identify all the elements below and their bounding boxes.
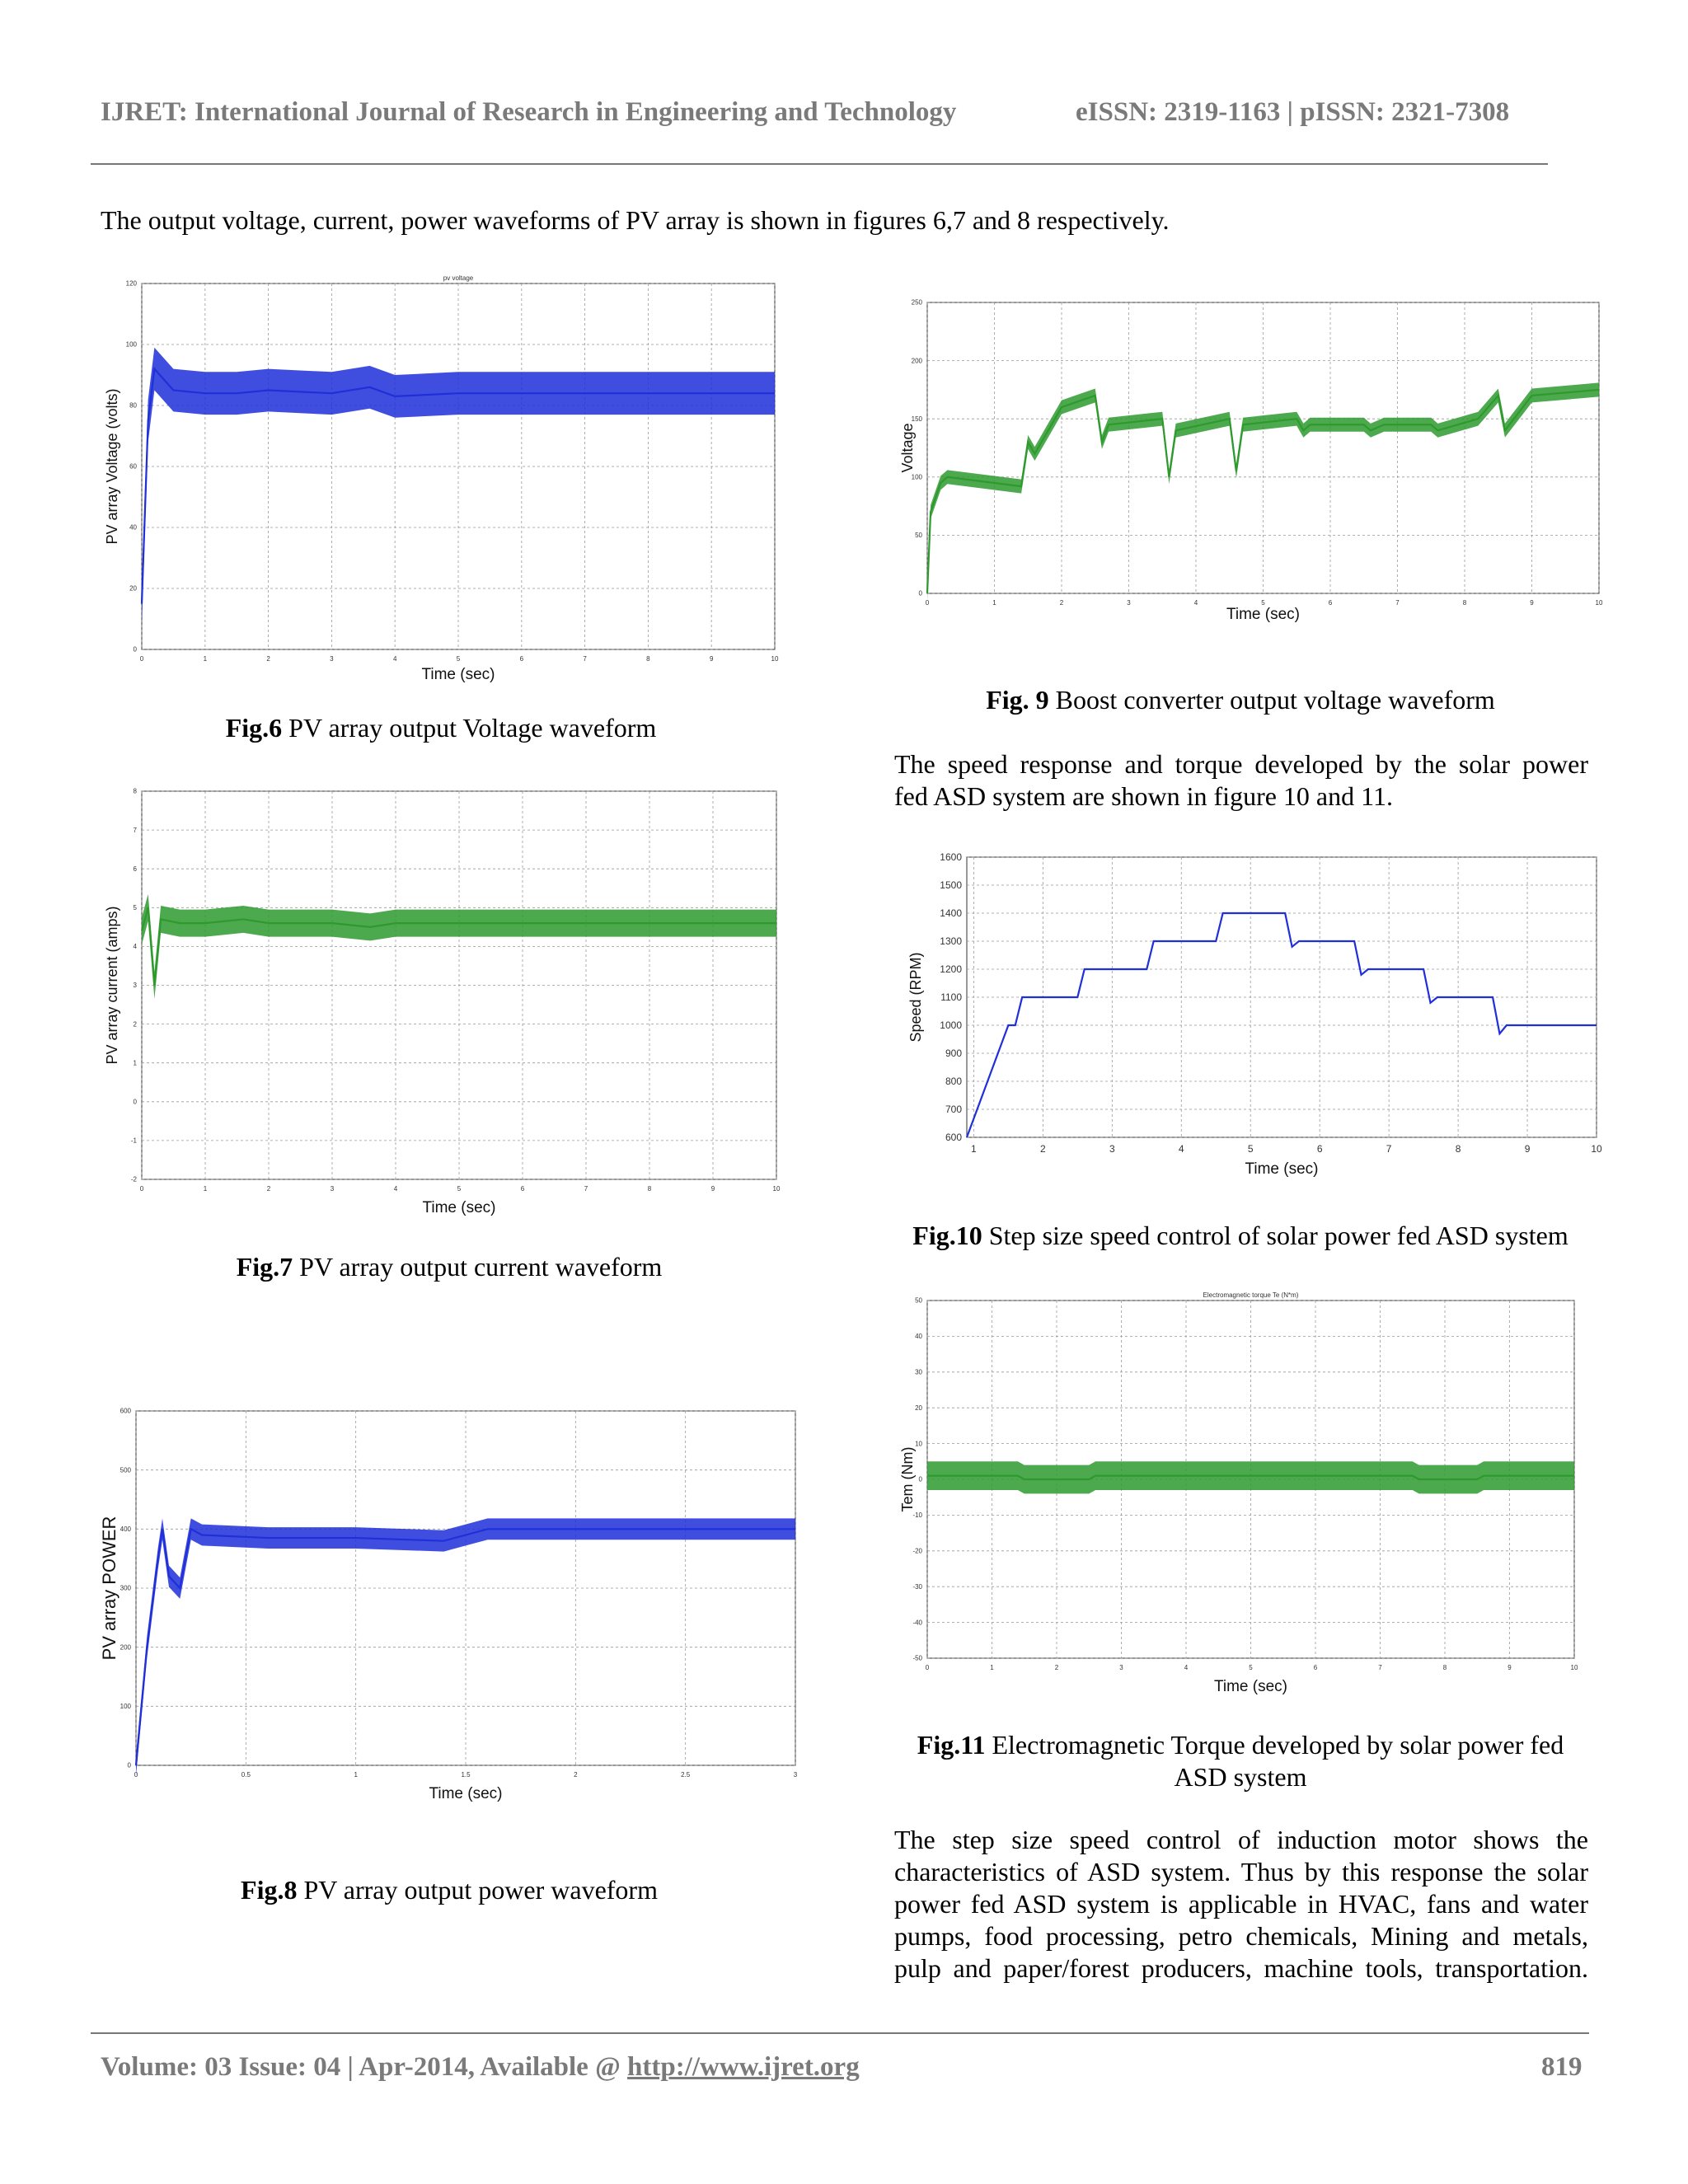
y-tick-label: 700 xyxy=(945,1104,962,1115)
fig9-caption xyxy=(894,684,1587,716)
fig6-text: PV array output Voltage waveform xyxy=(282,713,657,743)
y-tick-label: 0 xyxy=(133,645,137,654)
y-tick-label: 0 xyxy=(133,1098,137,1106)
x-tick-label: 2.5 xyxy=(681,1771,691,1779)
x-axis-label: Time (sec) xyxy=(1213,1678,1288,1695)
fig10-label: Fig.10 xyxy=(912,1221,982,1250)
fig11-chart xyxy=(894,1286,1603,1698)
y-tick-label: 30 xyxy=(915,1368,922,1376)
page-number: 819 xyxy=(1541,2052,1582,2082)
y-tick-label: -30 xyxy=(912,1582,922,1591)
intro-paragraph: The output voltage, current, power waveforms of PV array is shown in figures 6,7 and 8 respectively. xyxy=(101,205,1170,235)
y-tick-label: 0 xyxy=(918,589,922,598)
fig11-caption xyxy=(894,1729,1587,1793)
x-tick-label: 5 xyxy=(1249,1664,1253,1671)
x-tick-label: 10 xyxy=(1591,1143,1602,1155)
x-tick-label: 3 xyxy=(793,1771,798,1779)
y-tick-label: 600 xyxy=(120,1407,131,1415)
x-axis-label: Time (sec) xyxy=(429,1785,503,1802)
x-tick-label: 8 xyxy=(1442,1664,1447,1671)
y-tick-label: -50 xyxy=(912,1654,922,1662)
x-tick-label: 5 xyxy=(1261,599,1265,607)
x-tick-label: 4 xyxy=(1193,599,1198,607)
journal-issn: eISSN: 2319-1163 | pISSN: 2321-7308 xyxy=(1076,97,1510,127)
x-tick-label: 3 xyxy=(1127,599,1131,607)
para3-line5: pulp and paper/forest producers, machine tools, transportation. xyxy=(894,1953,1588,1983)
x-tick-label: 8 xyxy=(1462,599,1467,607)
y-axis-label: PV array current (amps) xyxy=(104,906,120,1065)
journal-title: IJRET: International Journal of Research in Engineering and Technology xyxy=(101,97,957,127)
x-tick-label: 1 xyxy=(992,599,996,607)
fig6-caption xyxy=(99,712,783,744)
y-tick-label: 500 xyxy=(120,1466,131,1474)
y-tick-label: 4 xyxy=(133,943,137,951)
y-axis-label: PV array POWER xyxy=(99,1516,120,1661)
asd-application-paragraph xyxy=(894,1824,1588,1985)
y-tick-label: -2 xyxy=(130,1175,137,1183)
journal-link[interactable]: http://www.ijret.org xyxy=(627,2052,860,2082)
fig7-caption xyxy=(99,1251,799,1283)
x-tick-label: 2 xyxy=(1054,1664,1059,1671)
x-tick-label: 1 xyxy=(203,655,208,663)
fig8-chart xyxy=(99,1401,808,1813)
chart-title: pv voltage xyxy=(443,274,474,282)
x-tick-label: 2 xyxy=(1040,1143,1046,1155)
y-tick-label: 10 xyxy=(915,1440,922,1448)
x-axis-label: Time (sec) xyxy=(421,666,495,682)
y-axis-label: Speed (RPM) xyxy=(907,952,924,1043)
footer-rule xyxy=(91,2032,1589,2034)
x-tick-label: 1.5 xyxy=(461,1771,471,1779)
x-tick-label: 4 xyxy=(392,655,397,663)
x-tick-label: 2 xyxy=(1059,599,1064,607)
x-tick-label: 5 xyxy=(1247,1143,1254,1155)
fig11-label: Fig.11 xyxy=(917,1730,986,1760)
fig10-chart xyxy=(894,842,1603,1188)
y-tick-label: 0 xyxy=(918,1475,922,1483)
x-tick-label: 1 xyxy=(203,1185,208,1193)
y-tick-label: 80 xyxy=(129,401,137,410)
x-tick-label: 7 xyxy=(584,1185,588,1193)
y-tick-label: -20 xyxy=(912,1547,922,1555)
x-tick-label: 3 xyxy=(330,655,334,663)
x-tick-label: 10 xyxy=(1570,1664,1578,1671)
x-axis-label: Time (sec) xyxy=(1226,606,1301,622)
x-tick-label: 5 xyxy=(456,655,461,663)
x-tick-label: 3 xyxy=(1119,1664,1123,1671)
y-tick-label: 100 xyxy=(125,340,137,349)
x-tick-label: 7 xyxy=(1378,1664,1382,1671)
y-tick-label: 200 xyxy=(120,1643,131,1652)
y-tick-label: 900 xyxy=(945,1047,962,1059)
y-tick-label: 50 xyxy=(915,1296,922,1305)
x-tick-label: 8 xyxy=(646,655,650,663)
x-tick-label: 3 xyxy=(330,1185,335,1193)
para3-line1: The step size speed control of induction motor shows the xyxy=(894,1825,1588,1854)
x-tick-label: 0 xyxy=(925,1664,930,1671)
speed-torque-paragraph xyxy=(894,748,1588,813)
x-tick-label: 0 xyxy=(139,1185,144,1193)
x-tick-label: 4 xyxy=(393,1185,398,1193)
x-tick-label: 9 xyxy=(1530,599,1534,607)
footer-volume-text: Volume: 03 Issue: 04 | Apr-2014, Available @ xyxy=(101,2052,628,2082)
x-tick-label: 2 xyxy=(574,1771,578,1779)
fig6-chart xyxy=(99,270,783,682)
fig11-text: Electromagnetic Torque developed by solar power fed xyxy=(985,1730,1564,1760)
y-tick-label: 1600 xyxy=(940,851,962,863)
x-tick-label: 3 xyxy=(1109,1143,1115,1155)
series-band xyxy=(927,1461,1574,1493)
x-tick-label: 6 xyxy=(1313,1664,1318,1671)
y-tick-label: 0 xyxy=(127,1761,131,1769)
x-tick-label: 9 xyxy=(710,1185,715,1193)
y-tick-label: 50 xyxy=(915,532,922,540)
x-tick-label: 9 xyxy=(1507,1664,1512,1671)
x-tick-label: 9 xyxy=(1524,1143,1531,1155)
y-tick-label: 40 xyxy=(129,523,137,532)
y-tick-label: 1300 xyxy=(940,935,962,947)
x-tick-label: 2 xyxy=(266,655,270,663)
fig8-text: PV array output power waveform xyxy=(297,1875,658,1905)
x-tick-label: 0 xyxy=(134,1771,138,1779)
y-tick-label: 1 xyxy=(133,1059,137,1067)
header-rule xyxy=(91,163,1548,165)
fig9-label: Fig. 9 xyxy=(986,685,1049,715)
x-tick-label: 6 xyxy=(1316,1143,1323,1155)
x-tick-label: 1 xyxy=(990,1664,994,1671)
para3-line3: power fed ASD system is applicable in HVAC, fans and water xyxy=(894,1889,1588,1919)
y-tick-label: 2 xyxy=(133,1020,137,1029)
fig9-text: Boost converter output voltage waveform xyxy=(1048,685,1495,715)
x-tick-label: 4 xyxy=(1184,1664,1189,1671)
x-tick-label: 8 xyxy=(1455,1143,1461,1155)
y-tick-label: 800 xyxy=(945,1076,962,1087)
x-tick-label: 5 xyxy=(457,1185,462,1193)
x-tick-label: 6 xyxy=(1328,599,1333,607)
y-tick-label: 200 xyxy=(911,357,922,365)
x-tick-label: 7 xyxy=(583,655,587,663)
y-tick-label: -40 xyxy=(912,1619,922,1627)
y-tick-label: 120 xyxy=(125,279,137,288)
para3-line4: pumps, food processing, petro chemicals, Mining and metals, xyxy=(894,1921,1588,1951)
fig7-text: PV array output current waveform xyxy=(293,1252,663,1282)
x-tick-label: 4 xyxy=(1178,1143,1184,1155)
y-axis-label: Voltage xyxy=(899,423,916,473)
y-tick-label: 300 xyxy=(120,1584,131,1592)
fig11-text-line2: ASD system xyxy=(1174,1762,1307,1792)
x-axis-label: Time (sec) xyxy=(1245,1160,1319,1178)
y-tick-label: 1100 xyxy=(940,991,962,1003)
y-tick-label: 8 xyxy=(133,787,137,795)
y-tick-label: 150 xyxy=(911,415,922,423)
y-tick-label: 20 xyxy=(129,584,137,593)
para2-line1: The speed response and torque developed by the solar power xyxy=(894,749,1588,779)
x-tick-label: 0 xyxy=(139,655,144,663)
para2-line2: fed ASD system are shown in figure 10 and 11. xyxy=(894,781,1393,811)
x-tick-label: 6 xyxy=(519,655,524,663)
y-tick-label: 7 xyxy=(133,826,137,834)
y-tick-label: 60 xyxy=(129,462,137,471)
fig7-chart xyxy=(99,783,783,1220)
y-tick-label: 600 xyxy=(945,1132,962,1143)
para3-line2: characteristics of ASD system. Thus by this response the solar xyxy=(894,1857,1588,1886)
x-tick-label: 0.5 xyxy=(241,1771,251,1779)
x-tick-label: 9 xyxy=(709,655,714,663)
y-tick-label: 100 xyxy=(911,473,922,481)
fig8-label: Fig.8 xyxy=(241,1875,298,1905)
y-tick-label: -1 xyxy=(130,1137,137,1145)
y-tick-label: 1000 xyxy=(940,1019,962,1031)
x-tick-label: 7 xyxy=(1395,599,1400,607)
fig9-chart xyxy=(894,293,1603,622)
y-axis-label: Tem (Nm) xyxy=(899,1446,916,1512)
x-tick-label: 0 xyxy=(925,599,930,607)
x-tick-label: 1 xyxy=(354,1771,358,1779)
y-tick-label: 40 xyxy=(915,1333,922,1341)
chart-title: Electromagnetic torque Te (N*m) xyxy=(1203,1291,1299,1299)
y-tick-label: -10 xyxy=(912,1511,922,1520)
fig10-text: Step size speed control of solar power fed ASD system xyxy=(982,1221,1568,1250)
y-tick-label: 3 xyxy=(133,982,137,990)
y-tick-label: 400 xyxy=(120,1526,131,1533)
y-tick-label: 1200 xyxy=(940,963,962,975)
x-axis-label: Time (sec) xyxy=(422,1199,496,1216)
x-tick-label: 7 xyxy=(1386,1143,1392,1155)
y-tick-label: 1500 xyxy=(940,879,962,891)
x-tick-label: 6 xyxy=(520,1185,525,1193)
x-tick-label: 10 xyxy=(1595,599,1603,607)
y-axis-label: PV array Voltage (volts) xyxy=(104,388,120,545)
x-tick-label: 10 xyxy=(771,655,779,663)
x-tick-label: 1 xyxy=(971,1143,977,1155)
fig10-caption xyxy=(894,1220,1587,1252)
fig8-caption xyxy=(99,1874,799,1906)
y-tick-label: 1400 xyxy=(940,907,962,919)
y-tick-label: 100 xyxy=(120,1703,131,1710)
fig6-label: Fig.6 xyxy=(225,713,283,743)
y-tick-label: 20 xyxy=(915,1404,922,1412)
footer-volume xyxy=(101,2052,860,2083)
x-tick-label: 8 xyxy=(647,1185,652,1193)
x-tick-label: 10 xyxy=(772,1185,781,1193)
y-tick-label: 5 xyxy=(133,903,137,912)
x-tick-label: 2 xyxy=(266,1185,271,1193)
fig7-label: Fig.7 xyxy=(236,1252,293,1282)
y-tick-label: 6 xyxy=(133,865,137,873)
y-tick-label: 250 xyxy=(911,298,922,307)
